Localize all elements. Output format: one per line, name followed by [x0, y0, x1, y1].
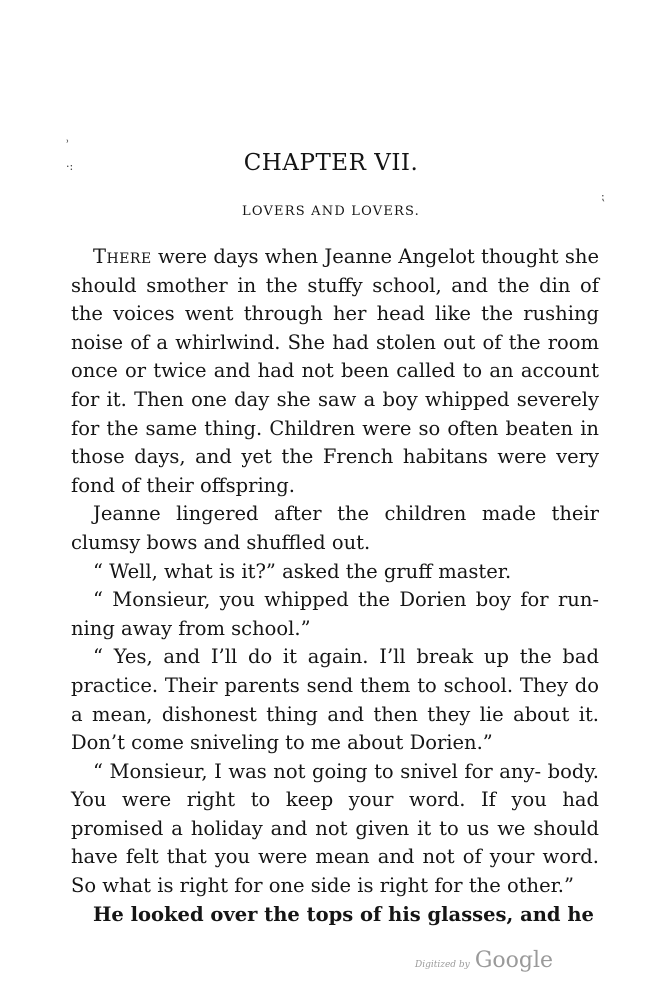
paragraph-dialogue: “ Well, what is it?” asked the gruff master. [93, 559, 512, 583]
paragraph: Jeanne lingered after the children made their clumsy bows and shuffled out. [71, 502, 599, 554]
watermark-brand-logo: Google [474, 948, 554, 973]
paragraph-text: were days when Jeanne Angelot thought she should smother in the stuffy school, and the din of the voices went through her head like the rushing noise of a whirlwind. She had stolen out of the room once or twice and had not been called to an account for it. Then one day she saw a boy whipped severely for the same thing. Children were so often beaten in those days, and yet the French habitans were very fond of their offspring. [71, 245, 599, 497]
paragraph-dialogue: “ Monsieur, you whipped the Dorien boy for run- ning away from school.” [71, 588, 599, 640]
paragraph-dialogue: “ Yes, and I’ll do it again. I’ll break up the bad practice. Their parents send them to school. They do a mean, dishonest thing and then they lie about it. Don’t come sniveling to me about Dorien.” [71, 645, 599, 755]
paragraph-opening [71, 243, 599, 500]
body-text [71, 243, 599, 929]
scan-speck-mark: ·: [66, 160, 74, 173]
scan-speck-mark: ʾ [66, 138, 70, 151]
chapter-subtitle: LOVERS AND LOVERS. [242, 204, 420, 219]
scan-speck-mark: ⁏ [601, 190, 605, 203]
watermark-prefix: Digitized by [415, 960, 470, 970]
drop-word: There [93, 245, 152, 268]
chapter-title: CHAPTER VII. [243, 150, 419, 176]
digitized-watermark [415, 948, 553, 973]
paragraph-last-line: He looked over the tops of his glasses, and he [93, 902, 594, 926]
paragraph-dialogue: “ Monsieur, I was not going to snivel for any- body. You were right to keep your word. If you had promised a holiday and not given it to us we should have felt that you were mean and not of your word. So what is right for one side is right for the other.” [71, 759, 599, 898]
